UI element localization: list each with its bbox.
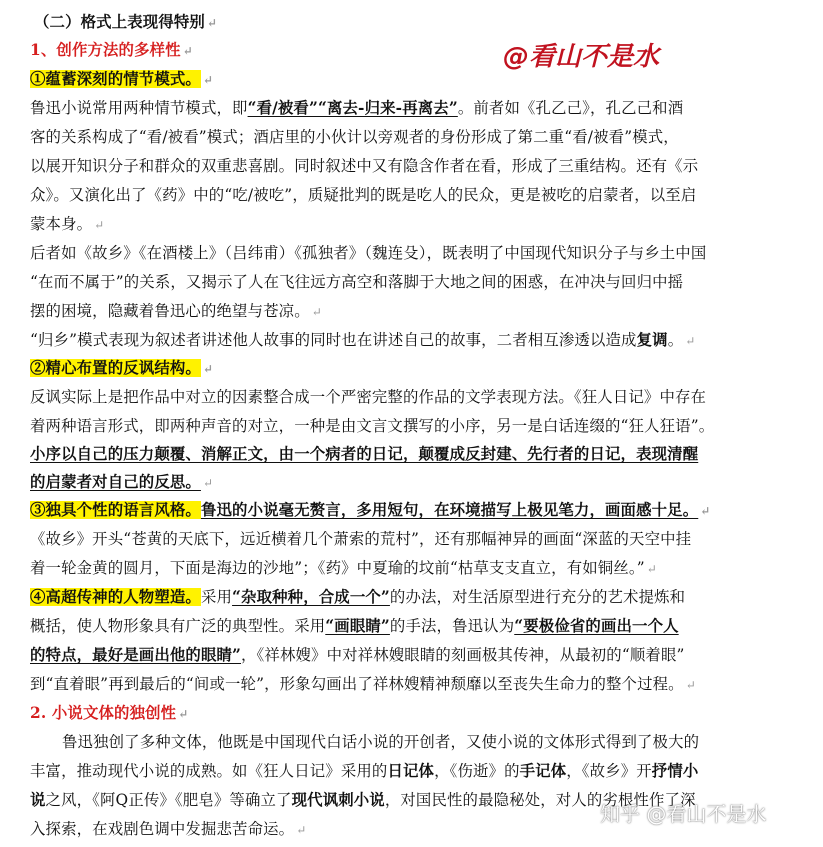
section-heading: （二）格式上表现得特别 ↵ xyxy=(34,13,218,31)
watermark-top: @看山不是水 xyxy=(503,42,660,72)
paragraph-line: 概括，使人物形象具有广泛的典型性。采用“画眼睛”的手法，鲁迅认为“要极俭省的画出一个人 xyxy=(30,617,679,635)
section2-title: 2. 小说文体的独创性 ↵ xyxy=(30,704,189,722)
item4-line: ④高超传神的人物塑造。采用“杂取种种，合成一个”的办法，对生活原型进行充分的艺术提炼和 xyxy=(30,588,686,606)
paragraph-line: 入探索，在戏剧色调中发掘悲苦命运。 ↵ xyxy=(30,820,307,838)
section1-title: 1、创作方法的多样性 ↵ xyxy=(30,41,193,59)
watermark-bottom: 知乎 @看山不是水 xyxy=(600,802,767,826)
paragraph-line: 的特点，最好是画出他的眼睛”，《祥林嫂》中对祥林嫂眼睛的刻画极其传神，从最初的“顺着眼” xyxy=(30,646,685,664)
item4-title: ④高超传神的人物塑造。 xyxy=(30,588,201,606)
paragraph-line: 《故乡》开头“苍黄的天底下，远近横着几个萧索的荒村”，还有那幅神异的画面“深蓝的天空中挂 xyxy=(30,530,692,548)
paragraph-line: 后者如《故乡》《在酒楼上》（吕纬甫）《孤独者》（魏连殳），既表明了中国现代知识分子与乡土中国 xyxy=(30,244,707,262)
item1-title: ①蕴蓄深刻的情节模式。 ↵ xyxy=(30,70,214,88)
paragraph-line: 蒙本身。 ↵ xyxy=(30,215,105,233)
paragraph-line: 丰富，推动现代小说的成熟。如《狂人日记》采用的日记体，《伤逝》的手记体，《故乡》开抒情小 xyxy=(30,762,699,780)
paragraph-line: 鲁迅小说常用两种情节模式，即“看/被看”“离去-归来-再离去”。前者如《孔乙己》，孔乙己和酒 xyxy=(30,99,684,117)
paragraph-line: 着一轮金黄的圆月，下面是海边的沙地”；《药》中夏瑜的坟前“枯草支支直立，有如铜丝。” ↵ xyxy=(30,559,657,577)
paragraph-line: 的启蒙者对自己的反思。 ↵ xyxy=(30,473,214,491)
paragraph-line: 客的关系构成了“看/被看”模式；酒店里的小伙计以旁观者的身份形成了第二重“看/被看”模式， xyxy=(30,128,679,146)
paragraph-line: 小序以自己的压力颠覆、消解正文，由一个病者的日记，颠覆成反封建、先行者的日记，表现清醒 xyxy=(30,445,699,463)
item3-title: ③独具个性的语言风格。鲁迅的小说毫无赘言，多用短句，在环境描写上极见笔力，画面感十足。 ↵ xyxy=(30,501,711,519)
paragraph-line: 众》。又演化出了《药》中的“吃/被吃”，质疑批判的既是吃人的民众，更是被吃的启蒙者，以至启 xyxy=(30,186,697,204)
item2-title: ②精心布置的反讽结构。 ↵ xyxy=(30,359,214,377)
paragraph-line: “归乡”模式表现为叙述者讲述他人故事的同时也在讲述自己的故事，二者相互渗透以造成复调。 ↵ xyxy=(30,331,696,349)
paragraph-line: 到“直着眼”再到最后的“间或一轮”，形象勾画出了祥林嫂精神颓靡以至丧失生命力的整个过程。 ↵ xyxy=(30,675,696,693)
paragraph-line: 说之风，《阿Q正传》《肥皂》等确立了现代讽刺小说，对国民性的最隐秘处，对人的劣根性作了深 xyxy=(30,791,696,809)
paragraph-line: 摆的困境，隐藏着鲁迅心的绝望与苍凉。 ↵ xyxy=(30,302,322,320)
paragraph-line: 反讽实际上是把作品中对立的因素整合成一个严密完整的作品的文学表现方法。《狂人日记》中存在 xyxy=(30,388,707,406)
paragraph-line: 鲁迅独创了多种文体，他既是中国现代白话小说的开创者，又使小说的文体形式得到了极大的 xyxy=(62,733,700,751)
paragraph-line: 以展开知识分子和群众的双重悲喜剧。同时叙述中又有隐含作者在看，形成了三重结构。还有《示 xyxy=(30,157,699,175)
paragraph-line: 着两种语言形式，即两种声音的对立，一种是由文言文撰写的小序，另一是白话连缀的“狂人狂语”。 xyxy=(30,417,715,435)
paragraph-line: “在而不属于”的关系，又揭示了人在飞往远方高空和落脚于大地之间的困惑，在冲决与回归中摇 xyxy=(30,273,684,291)
